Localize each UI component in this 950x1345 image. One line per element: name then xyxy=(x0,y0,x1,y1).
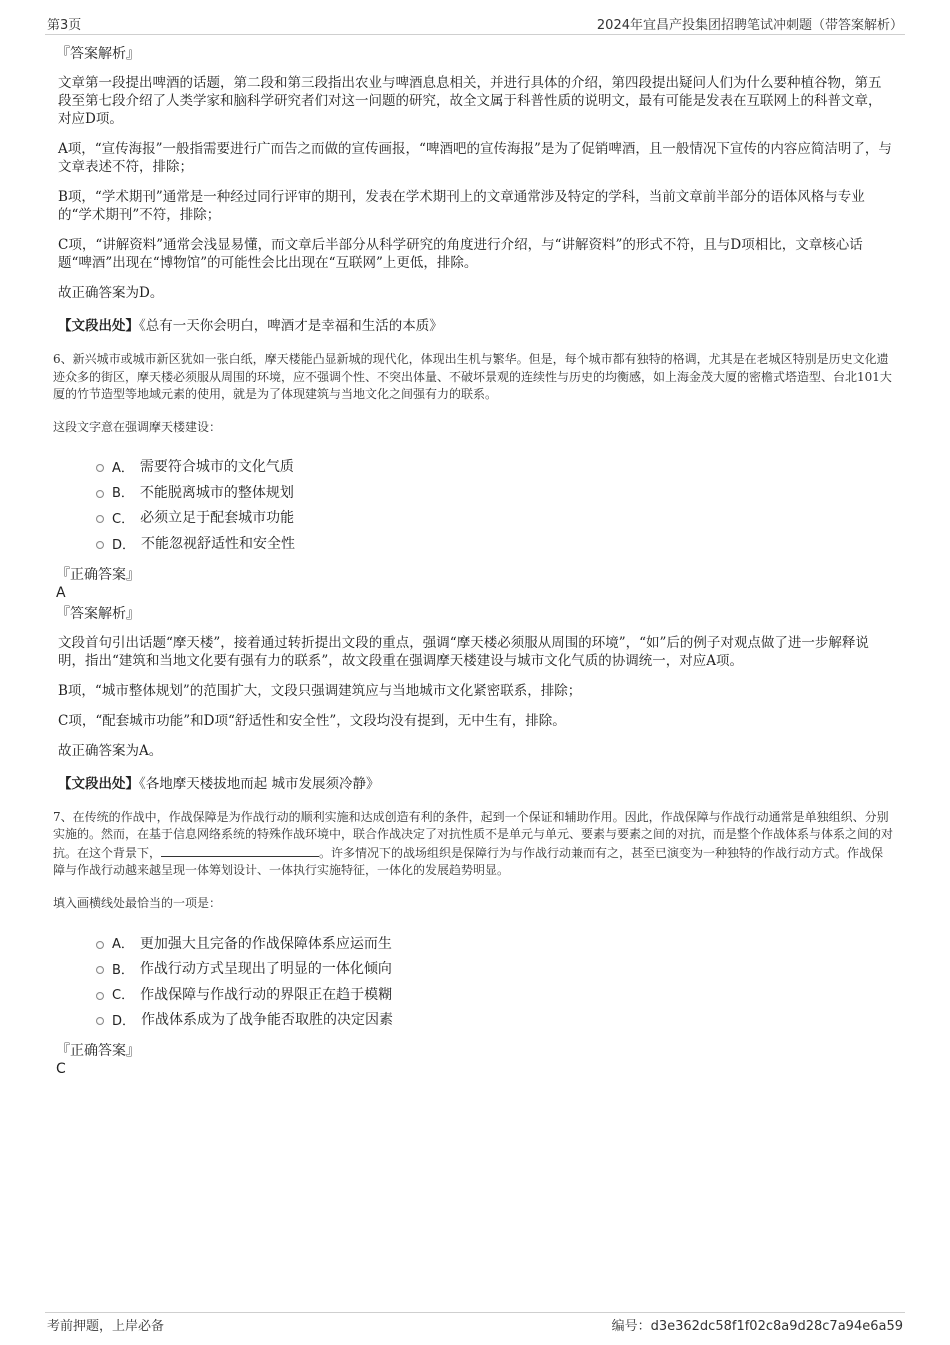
question-7-options xyxy=(96,930,894,1032)
option-letter: A． xyxy=(112,460,134,476)
option-letter: D． xyxy=(112,1013,136,1029)
option-text: 必须立足于配套城市功能 xyxy=(140,510,295,527)
radio-icon[interactable] xyxy=(96,490,104,498)
option-letter: A． xyxy=(112,937,134,953)
analysis-paragraph: 文章第一段提出啤酒的话题，第二段和第三段指出农业与啤酒息息相关，并进行具体的介绍，第四段提出疑问人们为什么要种植谷物，第五段至第七段介绍了人类学家和脑科学研究者们对这一问题的研究，故全文属于科普性质的说明文，最有可能是发表在互联网上的科普文章，对应D项。 xyxy=(58,75,882,127)
option-text: 作战行动方式呈现出了明显的一体化倾向 xyxy=(139,961,392,978)
correct-answer-label: 『正确答案』 xyxy=(56,1043,140,1060)
question-7-text-after: 。许多情况下的战场组织是保障行为与作战行动兼而有之，甚至已演变为一种独特的作战行动方式。作战保障与作战行动越来越呈现一体筹划设计、一体执行实施特征，一体化的发展趋势明显。 xyxy=(53,845,884,878)
option-letter: B． xyxy=(112,486,134,502)
analysis-label: 『答案解析』 xyxy=(56,46,140,62)
page-number: 第3页 xyxy=(47,18,82,33)
analysis-paragraph: B项，“城市整体规划”的范围扩大，文段只强调建筑应与当地城市文化紧密联系，排除； xyxy=(58,682,582,699)
option-text: 作战保障与作战行动的界限正在趋于模糊 xyxy=(140,986,393,1003)
source-tag: 【文段出处】 xyxy=(58,775,139,792)
radio-icon[interactable] xyxy=(96,966,104,974)
correct-answer-value: C xyxy=(56,1061,66,1078)
footer-slogan: 考前押题，上岸必备 xyxy=(47,1319,165,1334)
option-b[interactable] xyxy=(96,955,894,981)
option-letter: C． xyxy=(112,511,135,527)
radio-icon[interactable] xyxy=(96,464,104,472)
option-letter: C． xyxy=(112,988,135,1004)
source-tag: 【文段出处】 xyxy=(58,318,139,334)
fill-in-blank xyxy=(161,844,319,857)
option-d[interactable] xyxy=(96,530,894,556)
analysis-paragraph: A项，“宣传海报”一般指需要进行广而告之而做的宣传画报，“啤酒吧的宣传海报”是为了促销啤酒，且一般情况下宣传的内容应简洁明了，与文章表述不符，排除； xyxy=(58,141,892,175)
question-7-prompt: 填入画横线处最恰当的一项是： xyxy=(53,895,222,910)
source-text: 《各地摩天楼拔地而起 城市发展须冷静》 xyxy=(139,775,380,792)
correct-answer-label: 『正确答案』 xyxy=(56,566,140,583)
option-d[interactable] xyxy=(96,1007,894,1033)
option-text: 不能忽视舒适性和安全性 xyxy=(141,536,296,553)
option-text: 作战体系成为了战争能否取胜的决定因素 xyxy=(141,1012,394,1029)
radio-icon[interactable] xyxy=(96,1017,104,1025)
analysis-paragraph: C项，“配套城市功能”和D项“舒适性和安全性”，文段均没有提到，无中生有，排除。 xyxy=(58,712,566,729)
radio-icon[interactable] xyxy=(96,941,104,949)
document-title: 2024年宜昌产投集团招聘笔试冲刺题（带答案解析） xyxy=(596,18,903,33)
question-6-options xyxy=(96,454,894,556)
radio-icon[interactable] xyxy=(96,541,104,549)
option-a[interactable] xyxy=(96,930,894,956)
question-6-prompt: 这段文字意在强调摩天楼建设： xyxy=(53,419,222,434)
option-b[interactable] xyxy=(96,479,894,505)
radio-icon[interactable] xyxy=(96,515,104,523)
analysis-paragraph: C项，“讲解资料”通常会浅显易懂，而文章后半部分从科学研究的角度进行介绍，与“讲解资料”的形式不符，且与D项相比，文章核心话题“啤酒”出现在“博物馆”的可能性会比出现在“互联网”上更低，排除。 xyxy=(58,237,863,271)
question-6-text: 6、新兴城市或城市新区犹如一张白纸，摩天楼能凸显新城的现代化，体现出生机与繁华。但是，每个城市都有独特的格调，尤其是在老城区特别是历史文化遗迹众多的街区，摩天楼必须服从周围的环境，应不强调个性、不突出体量、不破坏景观的连续性与历史的均衡感，如上海金茂大厦的密檐式塔造型、台北101大厦的竹节造型等地域元素的使用，就是为了体现建筑与当地文化之间强有力的联系。 xyxy=(53,352,892,401)
source-text: 《总有一天你会明白，啤酒才是幸福和生活的本质》 xyxy=(139,318,443,334)
analysis-paragraph: 故正确答案为A。 xyxy=(58,742,163,759)
option-c[interactable] xyxy=(96,505,894,531)
analysis-paragraph: 故正确答案为D。 xyxy=(58,285,164,301)
page-content xyxy=(53,44,894,1078)
source-line xyxy=(58,775,894,793)
page-header xyxy=(45,14,905,35)
question-7-text-before: 7、在传统的作战中，作战保障是为作战行动的顺利实施和达成创造有利的条件，起到一个保证和辅助作用。因此，作战保障与作战行动通常是单独组织、分别实施的。然而，在基于信息网络系统的特殊作战环境中，联合作战决定了对抗性质不是单元与单元、要素与要素之间的对抗，而是整个作战体系与体系之间的对抗。在这个背景下， xyxy=(53,809,894,860)
question-7-text xyxy=(53,809,894,880)
analysis-paragraph: B项，“学术期刊”通常是一种经过同行评审的期刊，发表在学术期刊上的文章通常涉及特定的学科，当前文章前半部分的语体风格与专业的“学术期刊”不符，排除； xyxy=(58,189,865,223)
option-text: 更加强大且完备的作战保障体系应运而生 xyxy=(139,935,392,952)
analysis-label: 『答案解析』 xyxy=(56,605,140,622)
option-letter: B． xyxy=(112,962,134,978)
document-code: 编号：d3e362dc58f1f02c8a9d28c7a94e6a59 xyxy=(611,1319,903,1334)
page-footer xyxy=(45,1312,905,1335)
option-text: 不能脱离城市的整体规划 xyxy=(139,484,294,501)
option-a[interactable] xyxy=(96,454,894,480)
option-c[interactable] xyxy=(96,981,894,1007)
correct-answer-value: A xyxy=(56,584,66,601)
source-line xyxy=(58,317,894,335)
analysis-paragraph: 文段首句引出话题“摩天楼”，接着通过转折提出文段的重点，强调“摩天楼必须服从周围的环境”，“如”后的例子对观点做了进一步解释说明，指出“建筑和当地文化要有强有力的联系”，故文段重在强调摩天楼建设与城市文化气质的协调统一，对应A项。 xyxy=(58,634,869,669)
option-text: 需要符合城市的文化气质 xyxy=(139,459,294,476)
radio-icon[interactable] xyxy=(96,992,104,1000)
option-letter: D． xyxy=(112,537,136,553)
